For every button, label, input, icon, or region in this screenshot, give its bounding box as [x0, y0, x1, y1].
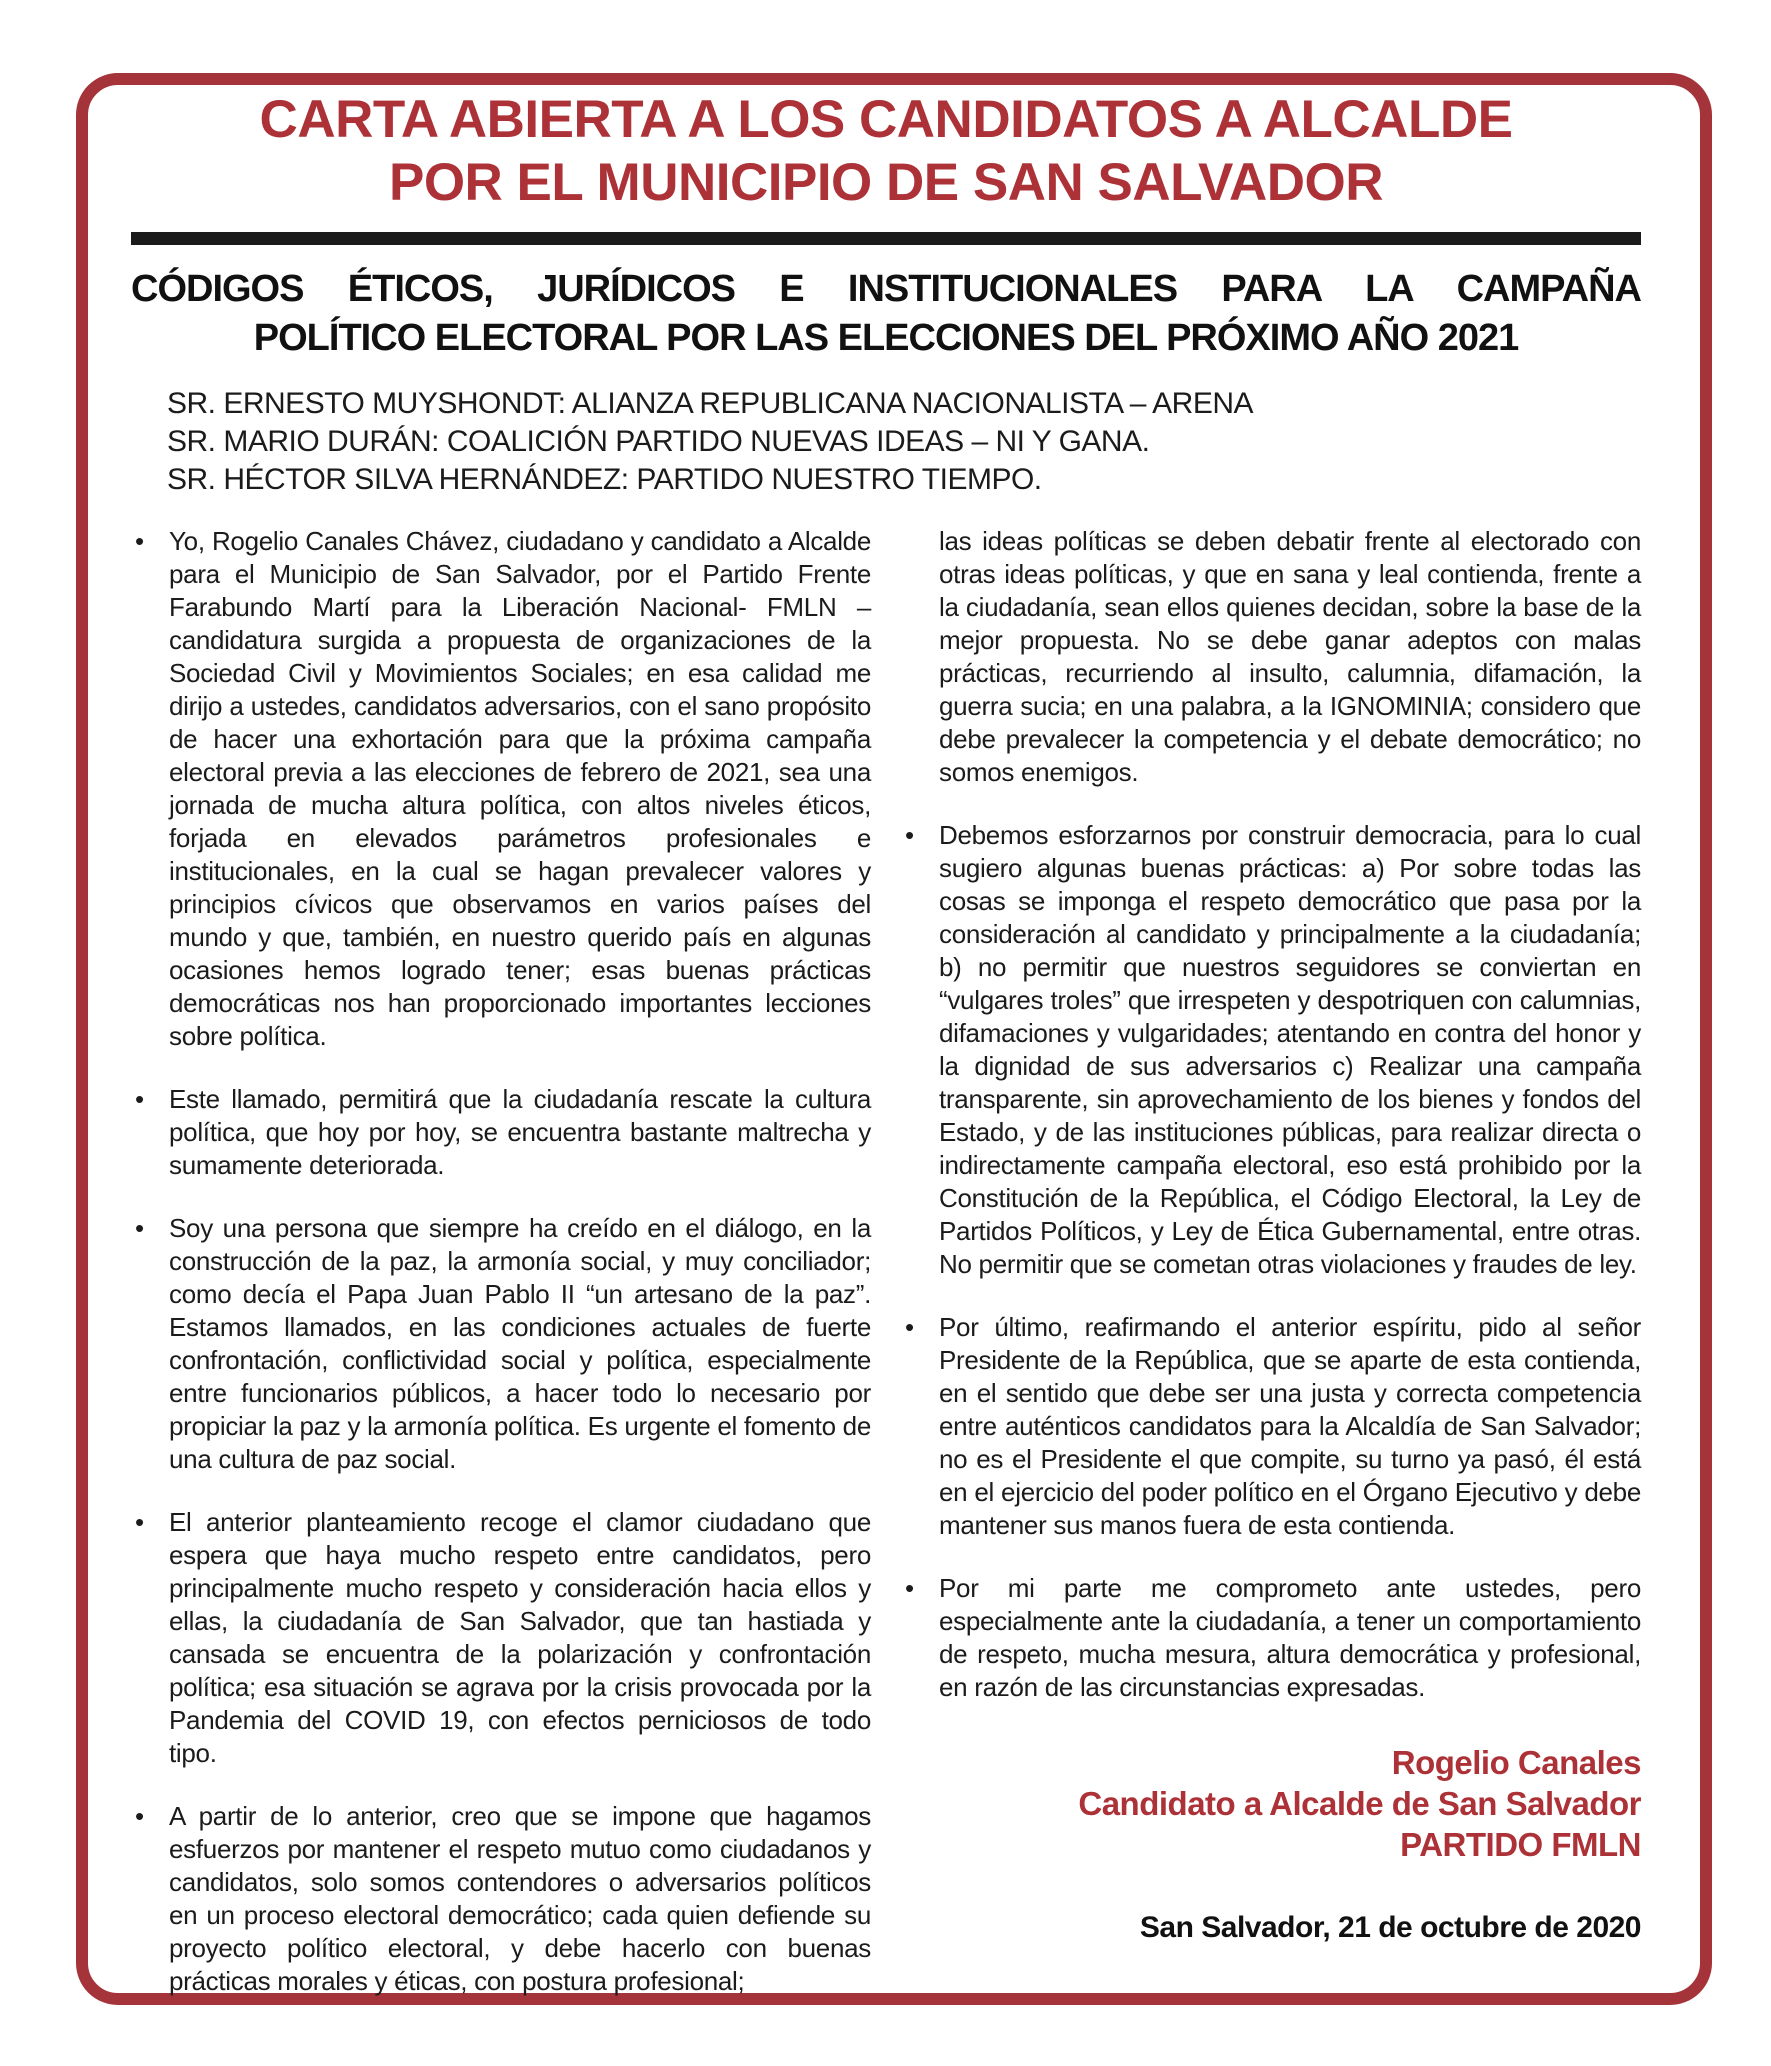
signature-role: Candidato a Alcalde de San Salvador	[1078, 1785, 1641, 1822]
bullet-item-text: A partir de lo anterior, creo que se impone que hagamos esfuerzos por mantener el respeto mutuo como ciudadanos y candidatos, solo somos contendores o adversarios políticos en un proceso electoral democrático; cada quien defiende su proyecto político electoral, y debe hacerlo con buenas prácticas morales y éticas, con postura profesional;	[169, 1801, 871, 1996]
bullet-icon: •	[135, 1084, 144, 1114]
letter-subtitle	[131, 265, 1641, 363]
bullet-icon: •	[135, 1213, 144, 1243]
bullet-item	[131, 525, 871, 1053]
date-line: San Salvador, 21 de octubre de 2020	[1139, 1911, 1641, 1944]
letter-title	[131, 88, 1641, 214]
bullet-icon: •	[135, 1507, 144, 1537]
bullet-icon: •	[905, 1312, 914, 1342]
signature-party: PARTIDO FMLN	[1400, 1826, 1641, 1863]
bullet-item	[131, 1083, 871, 1182]
bullet-item-text: Por mi parte me comprometo ante ustedes, pero especialmente ante la ciudadanía, a tener un comportamiento de respeto, mucha mesura, altura democrática y profesional, en razón de las circunstancias expresadas.	[939, 1573, 1641, 1702]
addressee-line-1: SR. ERNESTO MUYSHONDT: ALIANZA REPUBLICANA NACIONALISTA – ARENA	[167, 387, 1254, 420]
addressee-list	[131, 385, 1641, 499]
column-left	[131, 525, 871, 2028]
signature-name: Rogelio Canales	[1391, 1744, 1641, 1781]
bullet-icon: •	[135, 1801, 144, 1831]
paragraph-text: las ideas políticas se deben debatir frente al electorado con otras ideas políticas, y que en sana y leal contienda, frente a la ciudadanía, sean ellos quienes decidan, sobre la base de la mejor propuesta. No se debe ganar adeptos con malas prácticas, recurriendo al insulto, calumnia, difamación, la guerra sucia; en una palabra, a la IGNOMINIA; considero que debe prevalecer la competencia y el debate democrático; no somos enemigos.	[939, 526, 1641, 787]
bullet-icon: •	[905, 1573, 914, 1603]
bullet-item-text: Este llamado, permitirá que la ciudadanía rescate la cultura política, que hoy por hoy, se encuentra bastante maltrecha y sumamente deteriorada.	[169, 1084, 871, 1180]
continuation-paragraph	[901, 525, 1641, 789]
title-line-2: POR EL MUNICIPIO DE SAN SALVADOR	[388, 153, 1384, 212]
letter-content	[131, 88, 1641, 2028]
bullet-item	[901, 1311, 1641, 1542]
subtitle-line-1: CÓDIGOS ÉTICOS, JURÍDICOS E INSTITUCIONALES PARA LA CAMPAÑA	[131, 268, 1641, 310]
title-line-1: CARTA ABIERTA A LOS CANDIDATOS A ALCALDE	[259, 90, 1513, 149]
bullet-item-text: El anterior planteamiento recoge el clamor ciudadano que espera que haya mucho respeto entre candidatos, pero principalmente mucho respeto y consideración hacia ellos y ellas, la ciudadanía de San Salvador, que tan hastiada y cansada se encuentra de la polarización y confrontación política; esa situación se agrava por la crisis provocada por la Pandemia del COVID 19, con efectos perniciosos de todo tipo.	[169, 1507, 871, 1768]
letter-body	[131, 525, 1641, 2028]
bullet-item	[131, 1212, 871, 1476]
bullet-icon: •	[905, 820, 914, 850]
addressee-line-2: SR. MARIO DURÁN: COALICIÓN PARTIDO NUEVAS IDEAS – NI Y GANA.	[167, 425, 1150, 458]
addressee-line-3: SR. HÉCTOR SILVA HERNÁNDEZ: PARTIDO NUESTRO TIEMPO.	[167, 463, 1042, 496]
bullet-item	[131, 1506, 871, 1770]
bullet-item-text: Yo, Rogelio Canales Chávez, ciudadano y candidato a Alcalde para el Municipio de San Salvador, por el Partido Frente Farabundo Martí para la Liberación Nacional- FMLN – candidatura surgida a propuesta de organizaciones de la Sociedad Civil y Movimientos Sociales; en esa calidad me dirijo a ustedes, candidatos adversarios, con el sano propósito de hacer una exhortación para que la próxima campaña electoral previa a las elecciones de febrero de 2021, sea una jornada de mucha altura política, con altos niveles éticos, forjada en elevados parámetros profesionales e institucionales, en la cual se hagan prevalecer valores y principios cívicos que observamos en varios países del mundo y que, también, en nuestro querido país en algunas ocasiones hemos logrado tener; esas buenas prácticas democráticas nos han proporcionado importantes lecciones sobre política.	[169, 526, 871, 1051]
bullet-item-text: Soy una persona que siempre ha creído en el diálogo, en la construcción de la paz, la armonía social, y muy conciliador; como decía el Papa Juan Pablo II “un artesano de la paz”. Estamos llamados, en las condiciones actuales de fuerte confrontación, conflictividad social y política, especialmente entre funcionarios públicos, a hacer todo lo necesario por propiciar la paz y la armonía política. Es urgente el fomento de una cultura de paz social.	[169, 1213, 871, 1474]
divider-bar	[131, 232, 1641, 245]
column-right	[901, 525, 1641, 2028]
signature-block	[901, 1742, 1641, 1865]
bullet-icon: •	[135, 526, 144, 556]
bullet-item	[901, 819, 1641, 1281]
bullet-item	[901, 1572, 1641, 1704]
bullet-item-text: Debemos esforzarnos por construir democracia, para lo cual sugiero algunas buenas prácticas: a) Por sobre todas las cosas se imponga el respeto democrático que pasa por la consideración al candidato y principalmente a la ciudadanía; b) no permitir que nuestros seguidores se conviertan en “vulgares troles” que irrespeten y despotriquen con calumnias, difamaciones y vulgaridades; atentando en contra del honor y la dignidad de sus adversarios c) Realizar una campaña transparente, sin aprovechamiento de los bienes y fondos del Estado, y de las instituciones públicas, para realizar directa o indirectamente campaña electoral, eso está prohibido por la Constitución de la República, el Código Electoral, la Ley de Partidos Políticos, y Ley de Ética Gubernamental, entre otras. No permitir que se cometan otras violaciones y fraudes de ley.	[939, 820, 1641, 1279]
bullet-item	[131, 1800, 871, 1998]
subtitle-line-2: POLÍTICO ELECTORAL POR LAS ELECCIONES DEL PRÓXIMO AÑO 2021	[253, 317, 1519, 359]
bullet-item-text: Por último, reafirmando el anterior espíritu, pido al señor Presidente de la República, que se aparte de esta contienda, en el sentido que debe ser una justa y correcta competencia entre auténticos candidatos para la Alcaldía de San Salvador; no es el Presidente el que compite, su turno ya pasó, él está en el ejercicio del poder político en el Órgano Ejecutivo y debe mantener sus manos fuera de esta contienda.	[939, 1312, 1641, 1540]
